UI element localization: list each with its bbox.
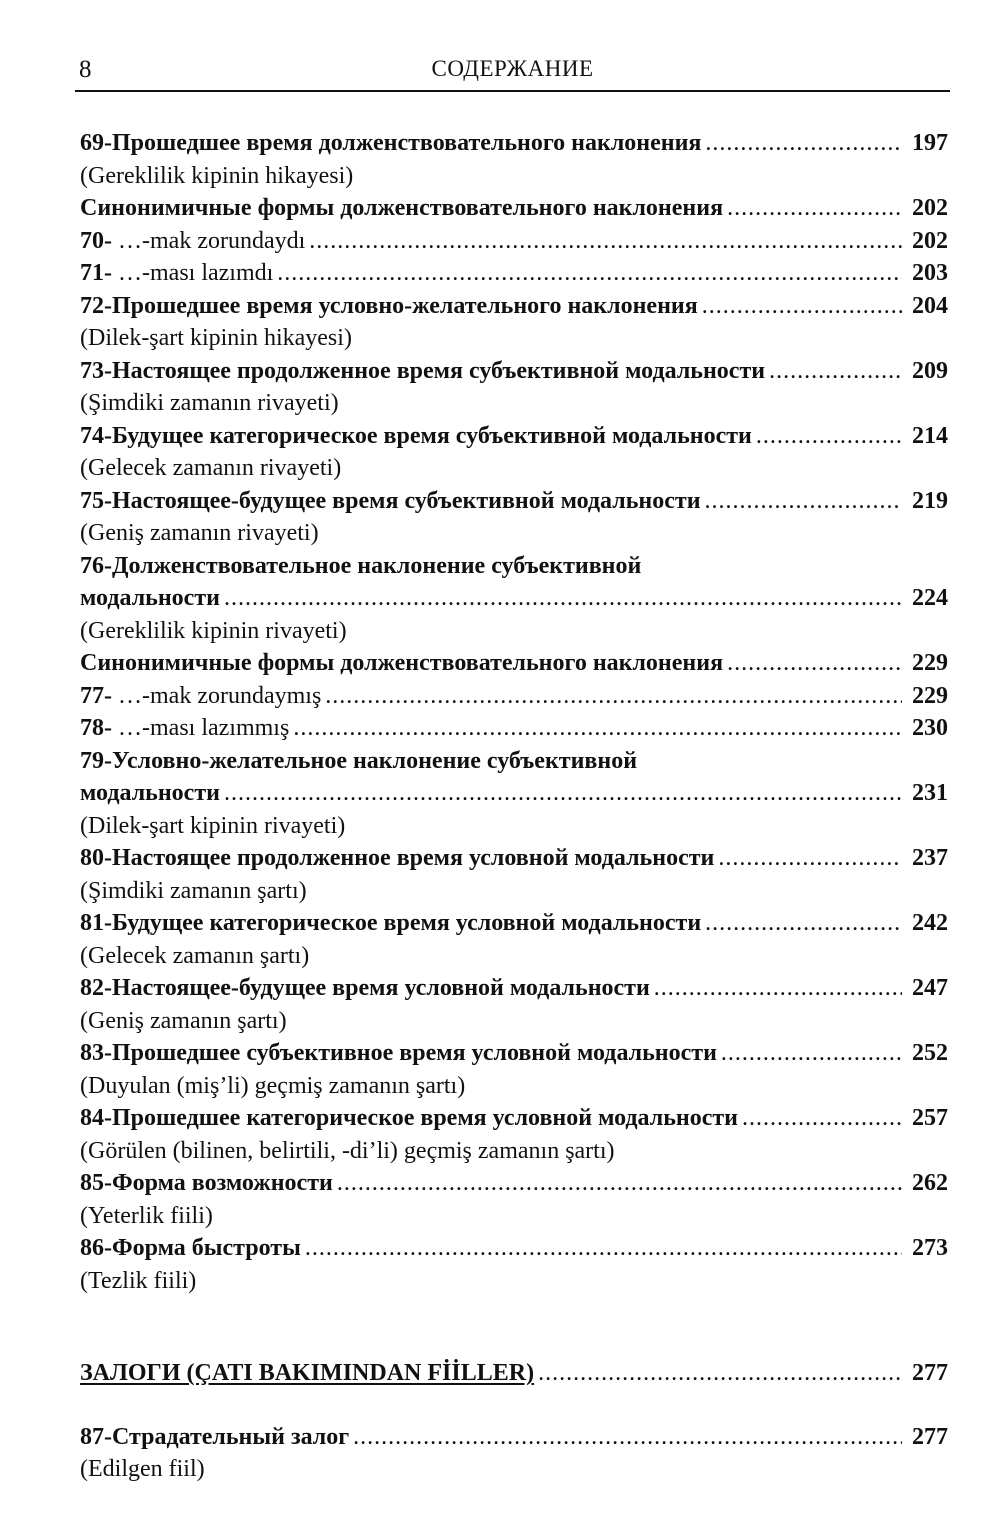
toc-entry-title: 75-Настоящее-будущее время субъективной модальности [80,487,701,514]
toc-page-number: 214 [912,422,948,449]
page-title: СОДЕРЖАНИЕ [431,56,594,81]
dot-leader [224,582,902,615]
toc-entry-title: 72-Прошедшее время условно-желательного наклонения [80,292,698,319]
dot-leader [705,907,902,940]
dot-leader [742,1102,902,1135]
dot-leader [277,257,902,290]
toc-entry-text: …-ması lazımmış [112,715,290,741]
toc-section-heading[interactable] [80,1357,948,1390]
dot-leader [702,290,902,323]
toc-page-number: 252 [912,1040,948,1066]
toc-entry[interactable] [80,485,948,518]
toc-entry[interactable] [80,777,948,810]
dot-leader [718,842,902,875]
toc-entry-text: …-mak zorundaymış [112,682,322,709]
toc-entry-title: Синонимичные формы долженствовательного наклонения [80,650,724,676]
toc-entry[interactable] [80,420,948,453]
dot-leader [305,1232,902,1265]
toc-page-number: 277 [912,1423,948,1450]
toc-page-number: 242 [912,910,948,936]
toc-entry[interactable] [80,972,948,1005]
toc-entry[interactable] [80,647,948,680]
dot-leader [756,420,902,453]
toc-entry-title: 86-Форма быстроты [80,1235,301,1261]
dot-leader [224,777,902,810]
toc-entry-title: 74-Будущее категорическое время субъективной модальности [80,422,752,449]
toc-entry-title: 82-Настоящее-будущее время условной модальности [80,975,650,1001]
toc-entry-number: 77- [80,682,112,709]
table-of-contents [80,127,948,1486]
dot-leader [705,127,902,160]
dot-leader [727,192,902,225]
toc-entry[interactable] [80,842,948,875]
toc-page-number: 277 [912,1360,948,1386]
page-header [75,56,950,92]
toc-page-number: 202 [912,195,948,221]
toc-page-number: 237 [912,845,948,871]
toc-page-number: 257 [912,1105,948,1131]
toc-entry-number: 70- [80,227,112,254]
toc-entry-subtitle: (Görülen (bilinen, belirtili, -di’li) geçmiş zamanın şartı) [80,1137,615,1164]
toc-entry-subtitle: (Şimdiki zamanın rivayeti) [80,390,339,416]
dot-leader [705,485,902,518]
dot-leader [721,1037,902,1070]
toc-entry-subtitle: (Tezlik fiili) [80,1267,197,1294]
toc-entry-title: 85-Форма возможности [80,1170,333,1196]
toc-page-number: 204 [912,292,948,319]
dot-leader [309,225,902,258]
toc-entry[interactable] [80,1037,948,1070]
toc-entry-title: Синонимичные формы долженствовательного наклонения [80,195,724,221]
toc-page-number: 273 [912,1235,948,1261]
toc-entry-title [80,680,321,713]
dot-leader [325,680,902,713]
dot-leader [654,972,902,1005]
toc-entry-number: 71- [80,260,112,286]
toc-entry-title: 81-Будущее категорическое время условной модальности [80,910,702,936]
toc-entry[interactable] [80,290,948,323]
page-number: 8 [79,56,92,83]
toc-entry[interactable] [80,1102,948,1135]
toc-page-number: 247 [912,975,948,1001]
toc-entry-subtitle: (Gelecek zamanın şartı) [80,942,310,969]
toc-entry[interactable] [80,1167,948,1200]
toc-entry[interactable] [80,225,948,258]
toc-entry[interactable] [80,582,948,615]
dot-leader [353,1421,902,1454]
toc-entry-subtitle: (Şimdiki zamanın şartı) [80,877,307,904]
toc-page-number: 230 [912,715,948,741]
toc-page-number: 231 [912,780,948,806]
toc-entry[interactable] [80,680,948,713]
toc-entry-title: 87-Страдательный залог [80,1423,350,1450]
section-title: ЗАЛОГИ (ÇATI BAKIMINDAN FİİLLER) [80,1360,535,1386]
toc-page-number: 219 [912,487,948,514]
toc-page-number: 229 [912,650,948,676]
toc-entry[interactable] [80,257,948,290]
toc-entry-number: 78- [80,715,112,741]
toc-entry-text: …-ması lazımdı [112,260,274,286]
toc-entry-title-continued: модальности [80,585,220,611]
toc-entry-subtitle: (Geniş zamanın şartı) [80,1007,287,1034]
toc-page-number: 262 [912,1170,948,1196]
toc-page-number: 202 [912,227,948,254]
toc-entry-title[interactable]: 79-Условно-желательное наклонение субъективной [80,747,638,774]
toc-entry-title: 84-Прошедшее категорическое время условной модальности [80,1105,739,1131]
toc-entry[interactable] [80,127,948,160]
toc-entry[interactable] [80,1421,948,1454]
dot-leader [293,712,902,745]
toc-entry-subtitle: (Dilek-şart kipinin hikayesi) [80,325,352,351]
toc-entry-subtitle: (Gereklilik kipinin hikayesi) [80,162,354,189]
dot-leader [769,355,902,388]
toc-entry[interactable] [80,355,948,388]
toc-page-number: 203 [912,260,948,286]
toc-entry-subtitle: (Yeterlik fiili) [80,1202,213,1229]
toc-entry-subtitle: (Gelecek zamanın rivayeti) [80,455,342,481]
toc-entry-title [80,712,289,745]
toc-entry-title: 69-Прошедшее время долженствовательного наклонения [80,130,702,156]
dot-leader [337,1167,902,1200]
toc-entry-text: …-mak zorundaydı [112,227,306,254]
toc-entry[interactable] [80,192,948,225]
toc-entry[interactable] [80,907,948,940]
toc-entry-subtitle: (Edilgen fiil) [80,1456,205,1482]
toc-entry-title: 80-Настоящее продолженное время условной модальности [80,845,715,871]
toc-entry-title [80,225,305,258]
toc-page-number: 229 [912,682,948,709]
dot-leader [538,1357,902,1390]
toc-entry-subtitle: (Dilek-şart kipinin rivayeti) [80,812,346,839]
toc-page-number: 197 [912,130,948,156]
toc-entry-subtitle: (Duyulan (miş’li) geçmiş zamanın şartı) [80,1072,466,1099]
toc-entry-title[interactable]: 76-Долженствовательное наклонение субъективной [80,552,642,579]
toc-entry-title: 73-Настоящее продолженное время субъективной модальности [80,357,766,384]
toc-entry-title [80,257,273,290]
toc-entry-subtitle: (Geniş zamanın rivayeti) [80,520,319,546]
toc-entry[interactable] [80,1232,948,1265]
toc-page-number: 224 [912,585,948,611]
toc-entry[interactable] [80,712,948,745]
toc-entry-title-continued: модальности [80,780,220,806]
dot-leader [727,647,902,680]
toc-entry-subtitle: (Gereklilik kipinin rivayeti) [80,617,347,644]
toc-page-number: 209 [912,357,948,384]
toc-entry-title: 83-Прошедшее субъективное время условной модальности [80,1040,717,1066]
